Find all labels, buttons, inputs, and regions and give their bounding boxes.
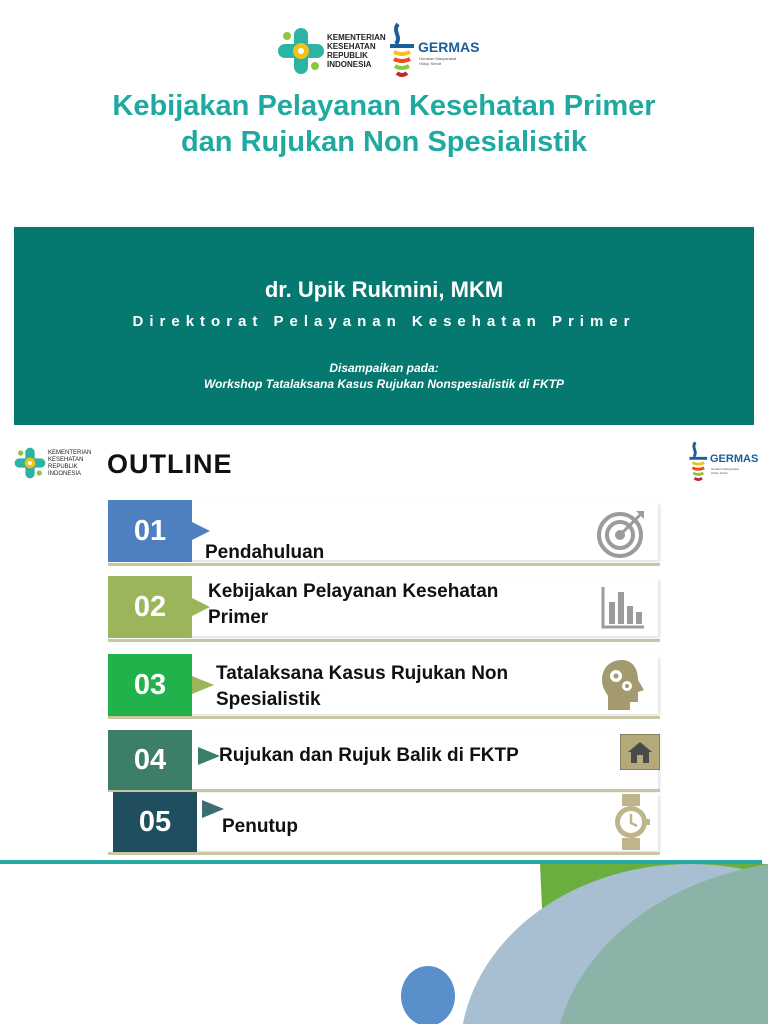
decorative-shapes [0,864,768,1024]
event-info [14,360,754,392]
bar-chart-icon [600,584,646,630]
presentation-title [0,88,768,160]
outline-title: OUTLINE [107,449,233,479]
ministry-line: KEMENTERIAN [327,33,386,42]
item-number: 05 [113,792,197,852]
event-name: Workshop Tatalaksana Kasus Rujukan Nonspesialistik di FKTP [203,377,565,391]
item-label [216,661,508,713]
outline-item-04[interactable] [108,730,660,794]
speaker-band [14,227,754,425]
item-number: 03 [108,654,192,716]
ministry-line: KEMENTERIAN [48,450,92,456]
outline-item-02[interactable] [108,576,660,640]
ministry-line: KESEHATAN [48,457,84,463]
germas-tagline: Hidup Sehat [711,471,728,475]
ministry-line: REPUBLIK [327,51,368,60]
item-number: 04 [108,730,192,790]
ministry-line: REPUBLIK [48,464,78,470]
divider [108,639,660,642]
item-label [208,579,498,631]
head-gears-icon [600,658,648,712]
item-label-line-1: Kebijakan Pelayanan Kesehatan [208,581,499,602]
item-number: 01 [108,500,192,562]
germas-tagline: Gerakan Masyarakat [711,467,739,471]
ministry-line: INDONESIA [48,471,82,477]
item-label-line-2: Primer [208,607,269,628]
pointer-arrow-icon [202,800,224,818]
divider [108,852,660,855]
divider [108,563,660,566]
item-label [205,540,324,566]
title-line-2: dan Rujukan Non Spesialistik [180,126,588,158]
department-name: Direktorat Pelayanan Kesehatan Primer [132,313,636,330]
kemenkes-logo-small [14,446,94,480]
item-label-line-1: Tatalaksana Kasus Rujukan Non [216,663,509,684]
speaker-name: dr. Upik Rukmini, MKM [264,277,504,302]
pointer-arrow-icon [192,522,210,540]
item-number: 02 [108,576,192,638]
watch-icon [612,793,650,851]
presented-at-label: Disampaikan pada: [329,361,439,375]
germas-name: GERMAS [418,39,480,55]
pointer-arrow-icon [198,747,220,765]
outline-item-05[interactable] [108,791,660,855]
outline-item-01[interactable] [108,500,660,564]
germas-logo [388,22,478,80]
germas-tagline: Gerakan Masyarakat [419,56,457,61]
item-label [219,743,519,769]
outline-item-03[interactable] [108,654,660,718]
kemenkes-emblem-icon [14,446,46,480]
item-label [222,814,298,840]
divider [108,716,660,719]
target-icon [596,508,646,558]
germas-name: GERMAS [710,453,759,465]
item-label-line-2: Pendahuluan [205,542,325,563]
germas-logo-small [688,440,758,484]
ministry-line: KESEHATAN [327,42,376,51]
kemenkes-logo [277,26,386,76]
germas-emblem-icon [688,440,710,484]
germas-tagline: Hidup Sehat [419,61,442,66]
item-label-line-2: Spesialistik [216,689,321,710]
title-line-1: Kebijakan Pelayanan Kesehatan Primer [112,90,656,122]
pointer-arrow-icon [192,676,214,694]
germas-emblem-icon [388,22,418,80]
ministry-line: INDONESIA [327,60,372,69]
item-label-line-1: Rujukan dan Rujuk Balik di FKTP [219,745,519,766]
item-label-line-2: Penutup [222,816,298,837]
home-icon [620,734,660,770]
kemenkes-emblem-icon [277,26,325,76]
